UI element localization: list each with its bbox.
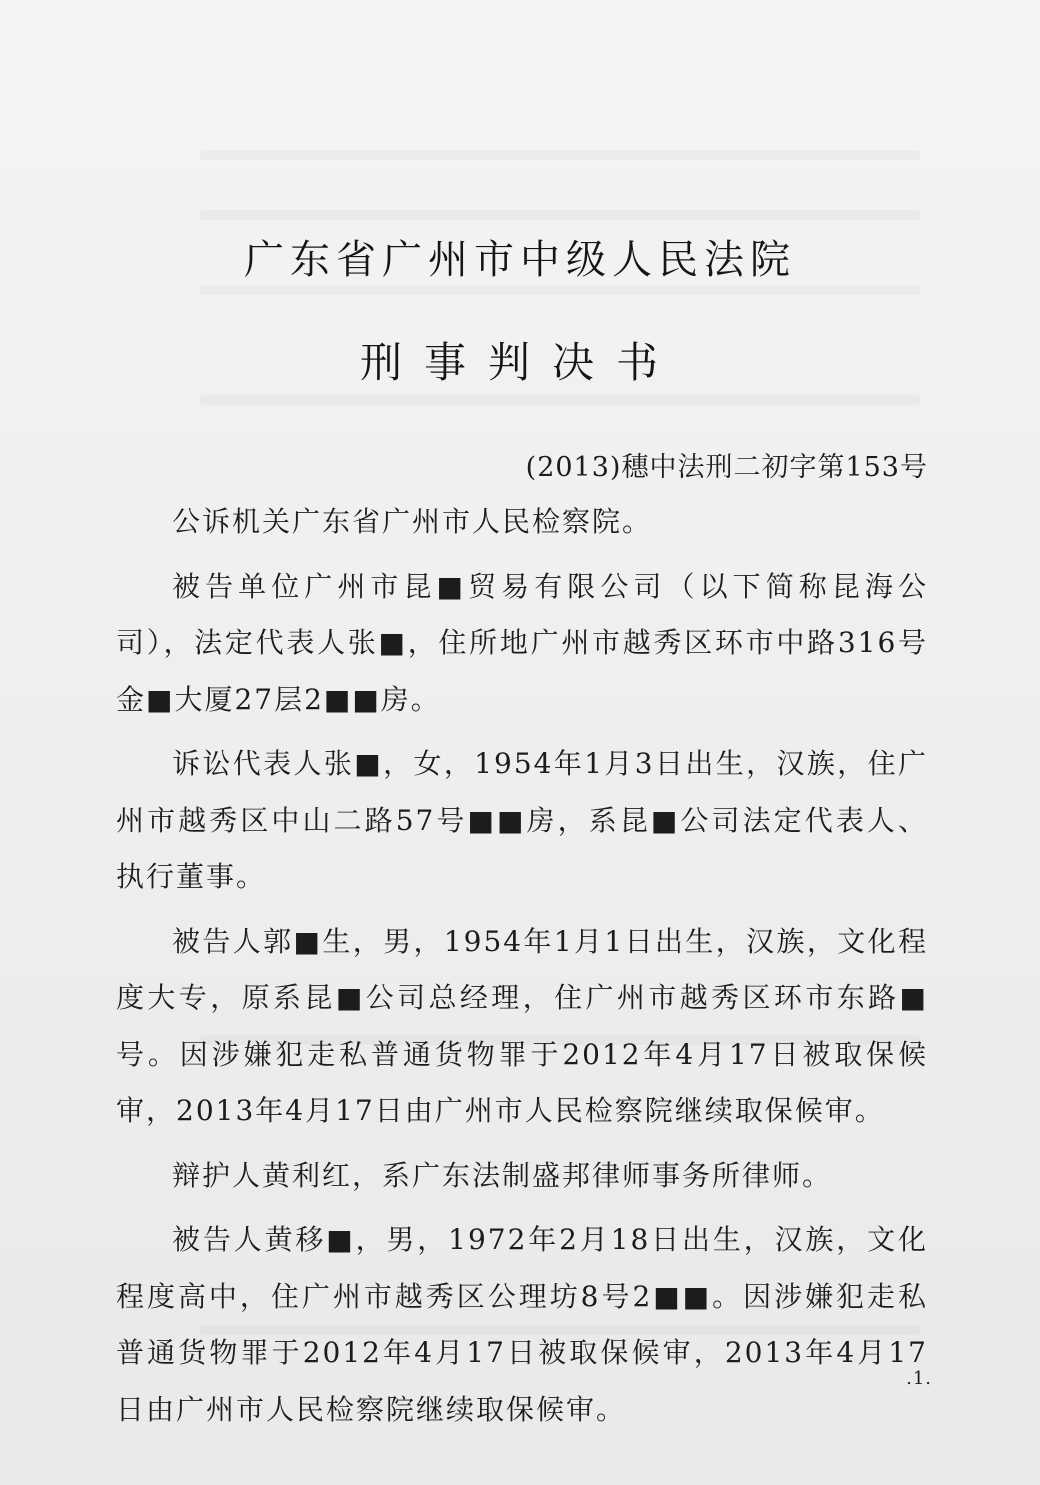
paragraph-defendant-unit: 被告单位广州市昆■贸易有限公司（以下简称昆海公司），法定代表人张■，住所地广州市越秀区环市中路316号金■大厦27层2■■房。: [116, 569, 928, 716]
document-title: 刑事判决书: [359, 338, 680, 387]
bleed-through-mark: [200, 285, 920, 295]
bleed-through-mark: [200, 150, 920, 160]
paragraph-prosecutor: 公诉机关广东省广州市人民检察院。: [172, 505, 653, 538]
case-number: (2013)穗中法刑二初字第153号: [525, 452, 928, 483]
paragraph-defendant-huang: 被告人黄移■，男，1972年2月18日出生，汉族，文化程度高中，住广州市越秀区公理坊8号2■■。因涉嫌犯走私普通货物罪于2012年4月17日被取保候审，2013年4月17日由广州市人民检察院继续取保候审。: [116, 1223, 928, 1426]
paragraph-defendant-guo: 被告人郭■生，男，1954年1月1日出生，汉族，文化程度大专，原系昆■公司总经理，住广州市越秀区环市东路■号。因涉嫌犯走私普通货物罪于2012年4月17日被取保候审，2013年4月17日由广州市人民检察院继续取保候审。: [116, 924, 928, 1127]
bleed-through-mark: [200, 395, 920, 405]
judgment-body: [116, 494, 928, 1438]
page-number: .1.: [906, 1368, 932, 1389]
paragraph-defense-counsel: 辩护人黄利红，系广东法制盛邦律师事务所律师。: [172, 1158, 833, 1192]
court-name: 广东省广州市中级人民法院: [244, 237, 796, 283]
bleed-through-mark: [200, 210, 920, 220]
paragraph-litigation-representative: 诉讼代表人张■，女，1954年1月3日出生，汉族，住广州市越秀区中山二路57号■■房，系昆■公司法定代表人、执行董事。: [116, 747, 928, 893]
